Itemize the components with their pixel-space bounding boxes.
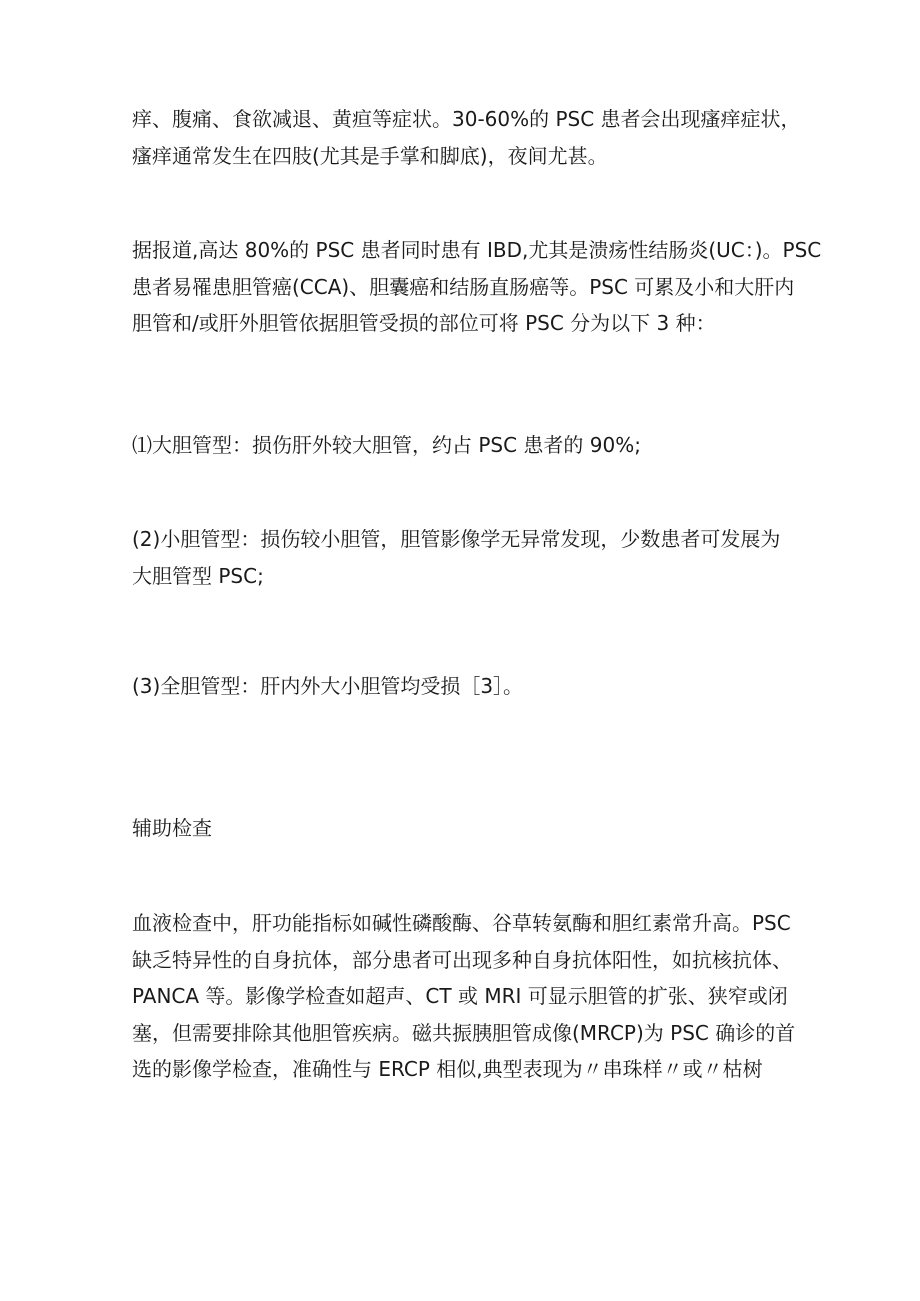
text-line: ⑴大胆管型：损伤肝外较大胆管，约占 PSC 患者的 90%; (132, 433, 641, 457)
text-line: 痒、腹痛、食欲减退、黄疸等症状。30-60%的 PSC 患者会出现瘙痒症状， (132, 107, 801, 131)
text-line: 瘙痒通常发生在四肢(尤其是手掌和脚底)，夜间尤甚。 (132, 143, 608, 168)
paragraph-auxiliary-exam (132, 905, 802, 1088)
text-line: 塞，但需要排除其他胆管疾病。磁共振胰胆管成像(MRCP)为 PSC 确诊的首 (132, 1020, 796, 1045)
paragraph-type-all-duct (132, 668, 802, 705)
paragraph-type-small-duct (132, 521, 802, 594)
text-line: 据报道,高达 80%的 PSC 患者同时患有 IBD,尤其是溃疡性结肠炎(UC：)。PSC (132, 238, 822, 262)
text-line: PANCA 等。影像学检查如超声、CT 或 MRI 可显示胆管的扩张、狭窄或闭 (132, 984, 788, 1008)
text-line: 大胆管型 PSC; (132, 563, 264, 588)
heading-text: 辅助检查 (132, 816, 212, 840)
text-line: 血液检查中，肝功能指标如碱性磷酸酶、谷草转氨酶和胆红素常升高。PSC (132, 911, 791, 935)
paragraph-ibd (132, 232, 822, 342)
paragraph-type-large-duct (132, 427, 802, 464)
text-line: (3)全胆管型：肝内外大小胆管均受损［3］。 (132, 674, 524, 698)
text-line: 胆管和/或肝外胆管依据胆管受损的部位可将 PSC 分为以下 3 种： (132, 311, 716, 335)
text-line: 患者易罹患胆管癌(CCA)、胆囊癌和结肠直肠癌等。PSC 可累及小和大肝内 (132, 274, 795, 299)
section-heading (132, 810, 802, 847)
text-line: 选的影像学检查，准确性与 ERCP 相似,典型表现为〃串珠样〃或〃枯树 (132, 1057, 763, 1081)
text-line: (2)小胆管型：损伤较小胆管，胆管影像学无异常发现，少数患者可发展为 (132, 527, 781, 551)
paragraph-symptoms (132, 101, 802, 174)
text-line: 缺乏特异性的自身抗体，部分患者可出现多种自身抗体阳性，如抗核抗体、 (132, 947, 792, 972)
